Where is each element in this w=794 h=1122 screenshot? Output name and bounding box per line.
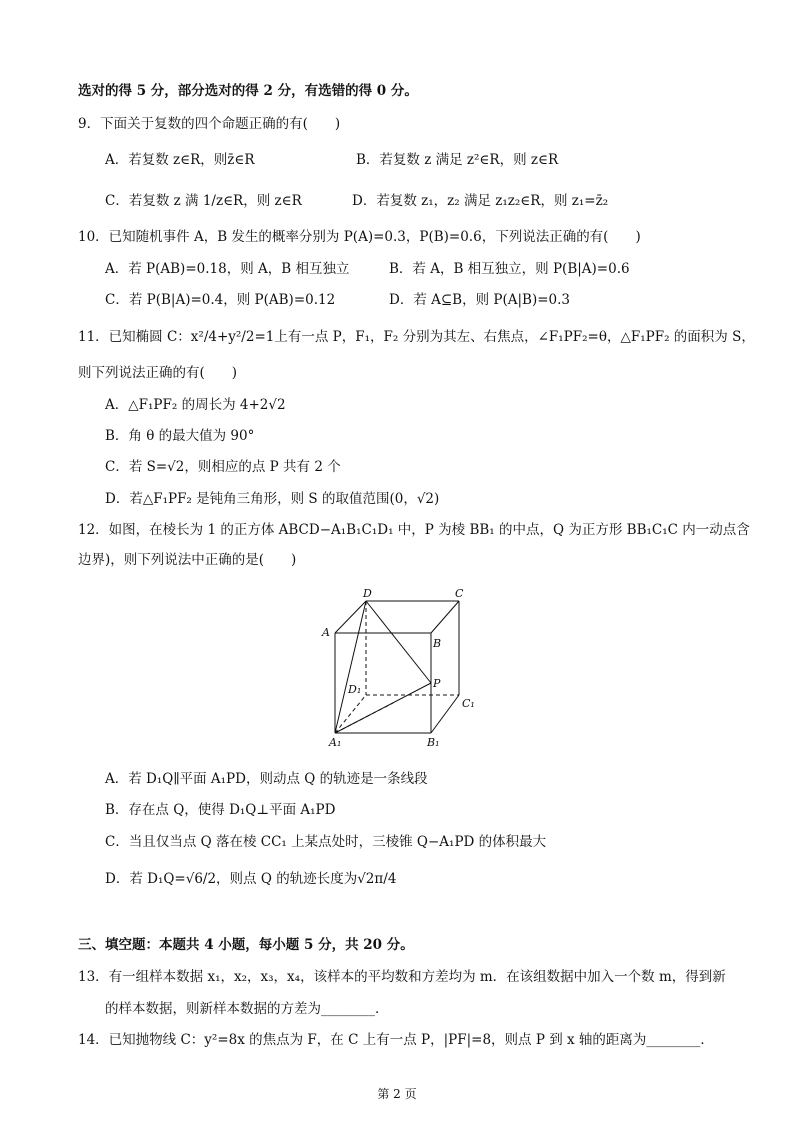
q10-option-b: B．若 A，B 相互独立，则 P(B|A)=0.6 xyxy=(389,261,630,277)
q14-line1: 14．已知抛物线 C：y²=8x 的焦点为 F，在 C 上有一点 P，|PF|=8，则点 P 到 x 轴的距离为________． xyxy=(78,1032,714,1048)
label-a1: A₁ xyxy=(329,736,342,749)
q9-option-a: A．若复数 z∈R，则z̄∈R xyxy=(105,152,255,168)
q11-option-c: C．若 S=√2，则相应的点 P 共有 2 个 xyxy=(105,459,341,475)
q9-option-b: B．若复数 z 满足 z²∈R，则 z∈R xyxy=(356,152,559,168)
q10-option-a: A．若 P(AB)=0.18，则 A，B 相互独立 xyxy=(105,261,350,277)
q12-option-a: A．若 D₁Q∥平面 A₁PD，则动点 Q 的轨迹是一条线段 xyxy=(105,771,428,787)
cube-figure xyxy=(318,583,488,753)
label-b1: B₁ xyxy=(427,736,440,749)
q11-option-a: A．△F₁PF₂ 的周长为 4+2√2 xyxy=(105,397,286,413)
edge-b1c1 xyxy=(431,695,459,733)
section-intro: 选对的得 5 分，部分选对的得 2 分，有选错的得 0 分。 xyxy=(78,83,418,99)
edge-ad xyxy=(335,601,366,633)
q10-option-c: C．若 P(B|A)=0.4，则 P(AB)=0.12 xyxy=(105,292,336,308)
q9-stem: 9．下面关于复数的四个命题正确的有( ) xyxy=(78,116,341,132)
q11-stem-cont: 则下列说法正确的有( ) xyxy=(78,365,238,381)
q12-option-c: C．当且仅当点 Q 落在棱 CC₁ 上某点处时，三棱锥 Q−A₁PD 的体积最大 xyxy=(105,834,547,850)
label-p: P xyxy=(433,677,441,690)
q11-stem: 11．已知椭圆 C：x²/4+y²/2=1上有一点 P，F₁，F₂ 分别为其左、右焦点，∠F₁PF₂=θ，△F₁PF₂ 的面积为 S， xyxy=(78,329,755,345)
q9-option-c: C．若复数 z 满 1/z∈R，则 z∈R xyxy=(105,193,302,209)
q10-stem: 10．已知随机事件 A，B 发生的概率分别为 P(A)=0.3，P(B)=0.6，下列说法正确的有( ) xyxy=(78,229,641,245)
q12-stem: 12．如图，在棱长为 1 的正方体 ABCD−A₁B₁C₁D₁ 中，P 为棱 BB₁ 的中点，Q 为正方形 BB₁C₁C 内一动点含 xyxy=(78,522,750,538)
segment-dp xyxy=(366,601,431,683)
label-d: D xyxy=(363,587,372,600)
page-footer: 第 2 页 xyxy=(377,1087,417,1101)
q10-option-d: D．若 A⊆B，则 P(A|B)=0.3 xyxy=(389,292,571,308)
section-3-heading: 三、填空题：本题共 4 小题，每小题 5 分，共 20 分。 xyxy=(78,937,414,953)
edge-bc xyxy=(431,601,459,633)
q11-option-d: D．若△F₁PF₂ 是钝角三角形，则 S 的取值范围(0，√2) xyxy=(105,491,440,507)
q9-option-d: D．若复数 z₁，z₂ 满足 z₁z₂∈R，则 z₁=z̄₂ xyxy=(352,193,609,209)
q13-line1: 13．有一组样本数据 x₁，x₂，x₃，x₄，该样本的平均数和方差均为 m．在该组数据中加入一个数 m，得到新 xyxy=(78,969,726,985)
q12-option-d: D．若 D₁Q=√6/2，则点 Q 的轨迹长度为√2π/4 xyxy=(105,871,397,887)
q12-stem-cont: 边界)，则下列说法中正确的是( ) xyxy=(78,552,297,568)
label-a: A xyxy=(322,626,330,639)
q11-option-b: B．角 θ 的最大值为 90° xyxy=(105,428,255,444)
segment-da1 xyxy=(335,601,366,733)
label-c: C xyxy=(455,587,464,600)
label-c1: C₁ xyxy=(462,697,475,710)
q13-line2: 的样本数据，则新样本数据的方差为________． xyxy=(105,1001,389,1017)
label-d1: D₁ xyxy=(348,683,362,696)
q12-option-b: B．存在点 Q，使得 D₁Q⊥平面 A₁PD xyxy=(105,802,336,818)
label-b: B xyxy=(433,637,442,650)
